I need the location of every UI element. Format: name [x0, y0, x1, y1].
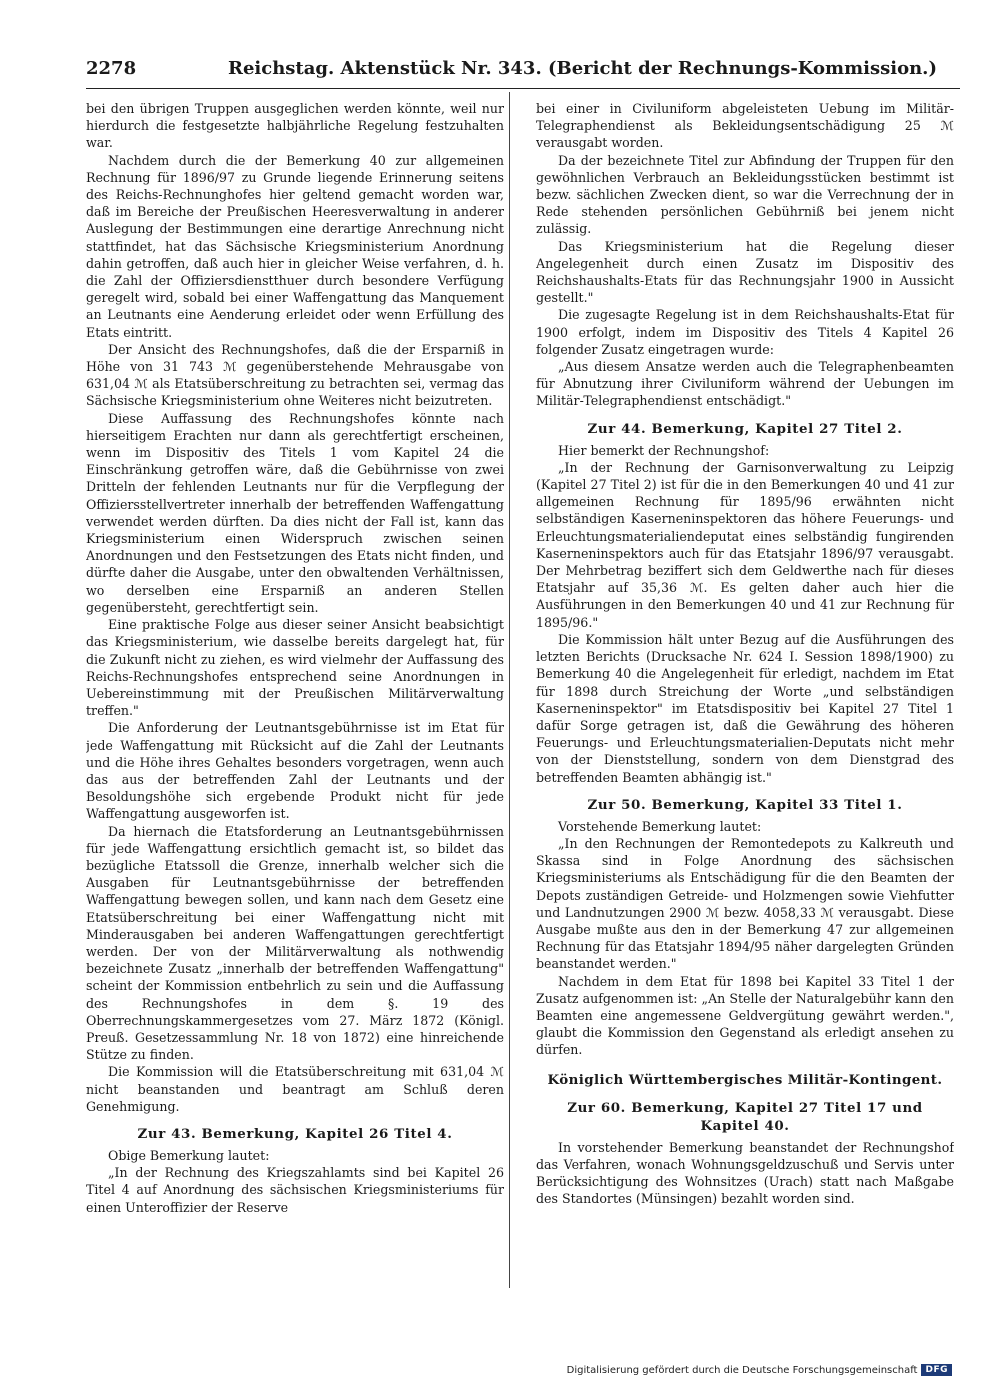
page-number: 2278 — [86, 58, 137, 79]
paragraph: Das Kriegsministerium hat die Regelung dieser Angelegenheit durch einen Zusatz im Dispositiv des Reichshaushalts-Etats für das Rechnungsjahr 1900 in Aussicht gestellt." — [536, 238, 954, 306]
paragraph: Die Kommission will die Etatsüberschreitung mit 631,04 ℳ nicht beanstanden und beantragt am Schluß deren Genehmigung. — [86, 1064, 504, 1114]
paragraph: Diese Auffassung des Rechnungshofes könnte nach hierseitigem Erachten nur dann als gerechtfertigt erscheinen, wenn im Dispositiv des Titels 1 vom Kapitel 24 die Einschränkung getroffen wäre, daß die Gebührnisse von zwei Dritteln der fehlenden Leutnants nur für die Verpflegung der Offiziersstellvertreter innerhalb der betreffenden Waffengattung verwendet werden dürften. Da dies nicht der Fall ist, kann das Kriegsministerium einen Widerspruch zwischen seinen Anordnungen und den Festsetzungen des Etats nicht finden, und dürfte daher die Ausgabe, unter den obwaltenden Verhältnissen, wo derselben eine Ersparniß an anderen Stellen gegenübersteht, gerechtfertigt sein. — [86, 410, 504, 615]
right-column — [536, 100, 954, 1290]
paragraph: Obige Bemerkung lautet: — [108, 1147, 270, 1163]
paragraph: In vorstehender Bemerkung beanstandet der Rechnungshof das Verfahren, wonach Wohnungsgeldzuschuß und Servis unter Berücksichtigung des Wohnsitzes (Urach) statt nach Maßgabe des Standortes (Münsingen) bezahlt worden sind. — [536, 1139, 954, 1207]
quoted-paragraph: „In der Rechnung der Garnisonverwaltung zu Leipzig (Kapitel 27 Titel 2) ist für die in den Bemerkungen 40 und 41 zur allgemeinen Rechnung für 1895/96 erwähnten nicht selbständigen Kaserneninspektoren das höhere Feuerungs- und Erleuchtungsmaterialiendeputat eines selbständig fungirenden Kaserneninspektors auch für das Etatsjahr 1896/97 verausgabt. Der Mehrbetrag beziffert sich dem Geldwerthe nach für dieses Etatsjahr auf 35,36 ℳ. Es gelten daher auch hier die Ausführungen in den Bemerkungen 40 und 41 zur Rechnung für 1895/96." — [536, 459, 954, 630]
paragraph: Die Anforderung der Leutnantsgebührnisse ist im Etat für jede Waffengattung mit Rücksicht auf die Zahl der Leutnants und die Höhe ihres Gehaltes besonders vorgetragen, wenn auch das aus der betreffenden Zahl der Leutnants und der Besoldungshöhe sich ergebende Produkt nicht für jede Waffengattung ausgeworfen ist. — [86, 720, 504, 822]
paragraph: bei einer in Civiluniform abgeleisteten Uebung im Militär-Telegraphendienst als Bekleidungsentschädigung 25 ℳ verausgabt worden. — [536, 101, 954, 151]
paragraph: Hier bemerkt der Rechnungshof: — [558, 442, 770, 458]
quoted-paragraph: „In den Rechnungen der Remontedepots zu Kalkreuth und Skassa sind in Folge Anordnung des sächsischen Kriegsministeriums als Entschädigung für die den Beamten der Depots zuständigen Getreide- und Holzmengen sowie Viehfutter und Landnutzungen 2900 ℳ bezw. 4058,33 ℳ verausgabt. Diese Ausgabe mußte aus den in der Bemerkung 47 zur allgemeinen Rechnung für das Etatsjahr 1894/95 näher dargelegten Gründen beanstandet werden." — [536, 835, 954, 972]
dfg-logo-icon: DFG — [921, 1364, 952, 1376]
header-rule — [86, 88, 960, 89]
running-title: Reichstag. Aktenstück Nr. 343. (Bericht der Rechnungs-Kommission.) — [228, 58, 937, 79]
paragraph: Da hiernach die Etatsforderung an Leutnantsgebührnissen für jede Waffengattung ersichtlich gemacht ist, so bildet das bezügliche Etatssoll die Grenze, innerhalb welcher sich die Ausgaben für Leutnantsgebührnisse der betreffenden Waffengattung bewegen sollen, und kann nach dem Gesetz eine Etatsüberschreitung bei einer Waffengattung nicht mit Minderausgaben bei anderen Waffengattungen gerechtfertigt werden. Der von der Militärverwaltung als nothwendig bezeichnete Zusatz „innerhalb der betreffenden Waffengattung" scheint der Kommission entbehrlich zu sein und die Auffassung des Rechnungshofes in dem §. 19 des Oberrechnungskammergesetzes vom 27. März 1872 (Königl. Preuß. Gesetzessammlung Nr. 18 von 1872) eine hinreichende Stütze zu finden. — [86, 823, 504, 1063]
quoted-paragraph: „Aus diesem Ansatze werden auch die Telegraphenbeamten für Abnutzung ihrer Civiluniform während der Uebungen im Militär-Telegraphendienst entschädigt." — [536, 359, 954, 409]
section-heading: Zur 50. Bemerkung, Kapitel 33 Titel 1. — [587, 796, 903, 813]
section-heading: Zur 60. Bemerkung, Kapitel 27 Titel 17 und Kapitel 40. — [567, 1099, 923, 1134]
contingent-heading: Königlich Württembergisches Militär-Kontingent. — [547, 1071, 943, 1088]
section-heading: Zur 43. Bemerkung, Kapitel 26 Titel 4. — [137, 1125, 453, 1142]
paragraph: Nachdem durch die der Bemerkung 40 zur allgemeinen Rechnung für 1896/97 zu Grunde liegende Erinnerung seitens des Reichs-Rechnunghofes hier geltend gemacht worden war, daß im Bereiche der Preußischen Heeresverwaltung in anderer Auslegung der Bestimmungen eine derartige Anrechnung nicht stattfindet, hat das Sächsische Kriegsministerium Anordnung dahin getroffen, daß auch hier in gleicher Weise verfahren, d. h. die Zahl der Offiziersdienstthuer durch besondere Verfügung geregelt wird, sobald bei einer Waffengattung das Manquement an Leutnants eine Aenderung erleidet oder wenn Erfüllung des Etats eintritt. — [86, 152, 504, 340]
quoted-paragraph: „In der Rechnung des Kriegszahlamts sind bei Kapitel 26 Titel 4 auf Anordnung des sächsischen Kriegsministeriums für einen Unteroffizier der Reserve — [86, 1165, 504, 1215]
paragraph: Der Ansicht des Rechnungshofes, daß die der Ersparniß in Höhe von 31 743 ℳ gegenüberstehende Mehrausgabe von 631,04 ℳ als Etatsüberschreitung zu betrachten sei, vermag das Sächsische Kriegsministerium ohne Weiteres nicht beizutreten. — [86, 341, 504, 409]
paragraph: Nachdem in dem Etat für 1898 bei Kapitel 33 Titel 1 der Zusatz aufgenommen ist: „An Stelle der Naturalgebühr kann den Beamten eine angemessene Geldvergütung gewährt werden.", glaubt die Kommission den Gegenstand als erledigt ansehen zu dürfen. — [536, 973, 954, 1058]
paragraph: Vorstehende Bemerkung lautet: — [558, 818, 762, 834]
page-header — [86, 58, 960, 86]
paragraph: Die zugesagte Regelung ist in dem Reichshaushalts-Etat für 1900 erfolgt, indem im Dispositiv des Titels 4 Kapitel 26 folgender Zusatz eingetragen wurde: — [536, 307, 954, 357]
digitization-footer — [567, 1364, 952, 1376]
section-heading: Zur 44. Bemerkung, Kapitel 27 Titel 2. — [587, 420, 903, 437]
paragraph: Eine praktische Folge aus dieser seiner Ansicht beabsichtigt das Kriegsministerium, wie dasselbe bereits dargelegt hat, für die Zukunft nicht zu ziehen, es wird vielmehr der Auffassung des Reichs-Rechnungshofes entsprechend seine Anordnungen in Uebereinstimmung mit der Preußischen Militärverwaltung treffen." — [86, 617, 504, 719]
footer-text: Digitalisierung gefördert durch die Deutsche Forschungsgemeinschaft — [566, 1364, 918, 1376]
paragraph: bei den übrigen Truppen ausgeglichen werden könnte, weil nur hierdurch die festgesetzte halbjährliche Regelung festzuhalten war. — [86, 101, 504, 151]
paragraph: Die Kommission hält unter Bezug auf die Ausführungen des letzten Berichts (Drucksache Nr. 624 I. Session 1898/1900) zu Bemerkung 40 die Angelegenheit für erledigt, nachdem im Etat für 1898 durch Streichung der Worte „und selbständigen Kaserneninspektor" im Etatsdispositiv bei Kapitel 27 Titel 1 dafür Sorge getragen ist, daß die Gewährung des höheren Feuerungs- und Erleuchtungsmaterialien-Deputats nicht mehr von der Dienststellung, sondern von dem Dienstgrad des betreffenden Beamten abhängig ist." — [536, 631, 954, 785]
column-rule — [509, 92, 510, 1288]
left-column — [86, 100, 504, 1290]
paragraph: Da der bezeichnete Titel zur Abfindung der Truppen für den gewöhnlichen Verbrauch an Bekleidungsstücken bestimmt ist bezw. sächlichen Zwecken dient, so war die Verrechnung der in Rede stehenden persönlichen Gebührniß bei jenem nicht zulässig. — [536, 152, 954, 237]
